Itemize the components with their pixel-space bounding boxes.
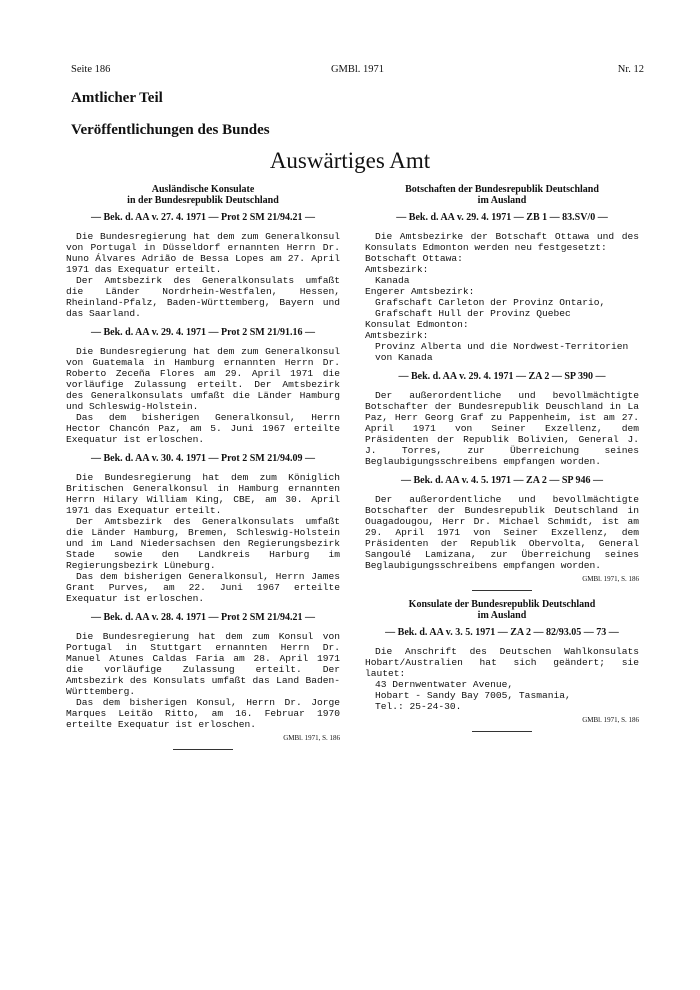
inner-district-label: Engerer Amtsbezirk:: [365, 286, 475, 297]
notice-reference: — Bek. d. AA v. 3. 5. 1971 — ZA 2 — 82/93.05 — 73 —: [385, 627, 619, 638]
notice-paragraph: Die Anschrift des Deutschen Wahlkonsulats Hobart/Australien hat sich geändert; sie lautet:: [365, 646, 639, 679]
ministry-title: Auswärtiges Amt: [269, 148, 431, 173]
notice-reference: — Bek. d. AA v. 27. 4. 1971 — Prot 2 SM 21/94.21 —: [91, 212, 315, 223]
right-heading-line1: Botschaften der Bundesrepublik Deutschland: [405, 184, 599, 195]
section-title: Amtlicher Teil: [71, 90, 163, 106]
left-heading-line1: Ausländische Konsulate: [151, 184, 255, 195]
notice-paragraph: Das dem bisherigen Generalkonsul, Herrn Hector Chancón Paz, am 5. Juni 1967 erteilte Exequatur ist erloschen.: [66, 412, 340, 445]
notice-paragraph: Der Amtsbezirk des Generalkonsulats umfaßt die Länder Hamburg, Bremen, Schleswig-Holstein und im Land Niedersachsen den Regierungsbezirk Stade sowie den Landkreis Harburg im Regierungsbezirk Lüneburg.: [66, 516, 340, 571]
notice-paragraph: Die Bundesregierung hat dem zum Konsul von Portugal in Stuttgart ernannten Herrn Dr. Manuel Atunes Caldas Faria am 28. April 1971 die vorläufige Zulassung erteilt. Der Amtsbezirk des Konsulats umfaßt das Land Baden-Württemberg.: [66, 631, 340, 697]
notice-reference: — Bek. d. AA v. 30. 4. 1971 — Prot 2 SM 21/94.09 —: [91, 453, 315, 464]
notice-paragraph: Der Amtsbezirk des Generalkonsulats umfaßt die Länder Nordrhein-Westfalen, Hessen, Rheinland-Pfalz, Baden-Württemberg, Bayern und das Saarland.: [66, 275, 340, 319]
section-divider: [472, 731, 532, 732]
right-heading-line2: im Ausland: [477, 195, 527, 206]
section-divider: [472, 590, 532, 591]
journal-name: GMBl. 1971: [330, 64, 385, 75]
district-value: Kanada: [375, 275, 410, 286]
notice-paragraph: Die Bundesregierung hat dem zum Königlich Britischen Generalkonsul in Hamburg ernannten Herrn Hilary William King, CBE, am 30. April 1971 das Exequatur erteilt.: [66, 472, 340, 516]
district-label: Amtsbezirk:: [365, 264, 429, 275]
notice-paragraph: Der außerordentliche und bevollmächtigte Botschafter der Bundesrepublik Deuschland in La Paz, Herr Georg Graf zu Pappenheim, ist am 27. April 1971 von Seiner Exzellenz, dem Präsidenten der Republik Bolivien, General J. J. Torres, zur Überreichung seines Beglaubigungsschreibens empfangen worden.: [365, 390, 639, 467]
notice-paragraph: Die Bundesregierung hat dem zum Generalkonsul von Portugal in Düsseldorf ernannten Herrn Dr. Nuno Álvares Adrião de Bessa Lopes am 27. April 1971 das Exequatur erteilt.: [66, 231, 340, 275]
notice-reference: — Bek. d. AA v. 4. 5. 1971 — ZA 2 — SP 946 —: [401, 475, 603, 486]
source-citation: GMBl. 1971, S. 186: [582, 716, 639, 724]
notice-paragraph: Der außerordentliche und bevollmächtigte Botschafter der Bundesrepublik Deutschland in Ouagadougou, Herr Dr. Michael Schmidt, ist am 29. April 1971 von Seiner Exzellenz, dem Präsidenten der Republik Obervolta, General Sangoulé Lamizana, zur Überreichung seines Beglaubigungsschreibens empfangen worden.: [365, 494, 639, 571]
district-value: Provinz Alberta und die Nordwest-Territorien: [375, 341, 629, 352]
address-line: Hobart - Sandy Bay 7005, Tasmania,: [375, 690, 571, 701]
embassy-label: Botschaft Ottawa:: [365, 253, 463, 264]
notice-paragraph: Das dem bisherigen Generalkonsul, Herrn James Grant Purves, am 22. Juni 1967 erteilte Exequatur ist erloschen.: [66, 571, 340, 604]
section-divider: [173, 749, 233, 750]
notice-paragraph: Die Bundesregierung hat dem zum Generalkonsul von Guatemala in Hamburg ernannten Herrn Dr. Roberto Zeceña Flores am 29. April 1971 die vorläufige Zulassung erteilt. Der Amtsbezirk des Generalkonsulats umfaßt die Länder Hamburg und Schleswig-Holstein.: [66, 346, 340, 412]
issue-number: Nr. 12: [617, 64, 644, 75]
address-line: Tel.: 25-24-30.: [375, 701, 462, 712]
address-line: 43 Dernwentwater Avenue,: [375, 679, 514, 690]
notice-paragraph: Die Amtsbezirke der Botschaft Ottawa und des Konsulats Edmonton werden neu festgesetzt:: [365, 231, 639, 253]
left-heading-line2: in der Bundesrepublik Deutschland: [127, 195, 279, 206]
inner-district-line: Grafschaft Carleton der Provinz Ontario,: [375, 297, 606, 308]
consulate-label: Konsulat Edmonton:: [365, 319, 469, 330]
right-heading-line1: Konsulate der Bundesrepublik Deutschland: [408, 599, 596, 610]
district-label: Amtsbezirk:: [365, 330, 429, 341]
notice-reference: — Bek. d. AA v. 28. 4. 1971 — Prot 2 SM 21/94.21 —: [91, 612, 315, 623]
source-citation: GMBl. 1971, S. 186: [582, 575, 639, 583]
right-column: [365, 184, 639, 740]
right-heading-line2: im Ausland: [477, 610, 527, 621]
source-citation: GMBl. 1971, S. 186: [283, 734, 340, 742]
notice-paragraph: Das dem bisherigen Konsul, Herrn Dr. Jorge Marques Leitão Ritto, am 16. Februar 1970 erteilte Exequatur ist erloschen.: [66, 697, 340, 730]
subsection-title: Veröffentlichungen des Bundes: [71, 122, 270, 138]
notice-reference: — Bek. d. AA v. 29. 4. 1971 — ZB 1 — 83.SV/0 —: [396, 212, 608, 223]
inner-district-line: Grafschaft Hull der Provinz Quebec: [375, 308, 571, 319]
left-column: [66, 184, 340, 758]
notice-reference: — Bek. d. AA v. 29. 4. 1971 — Prot 2 SM 21/91.16 —: [91, 327, 315, 338]
district-value: von Kanada: [375, 352, 433, 363]
notice-reference: — Bek. d. AA v. 29. 4. 1971 — ZA 2 — SP 390 —: [398, 371, 606, 382]
page-number: Seite 186: [71, 64, 111, 75]
